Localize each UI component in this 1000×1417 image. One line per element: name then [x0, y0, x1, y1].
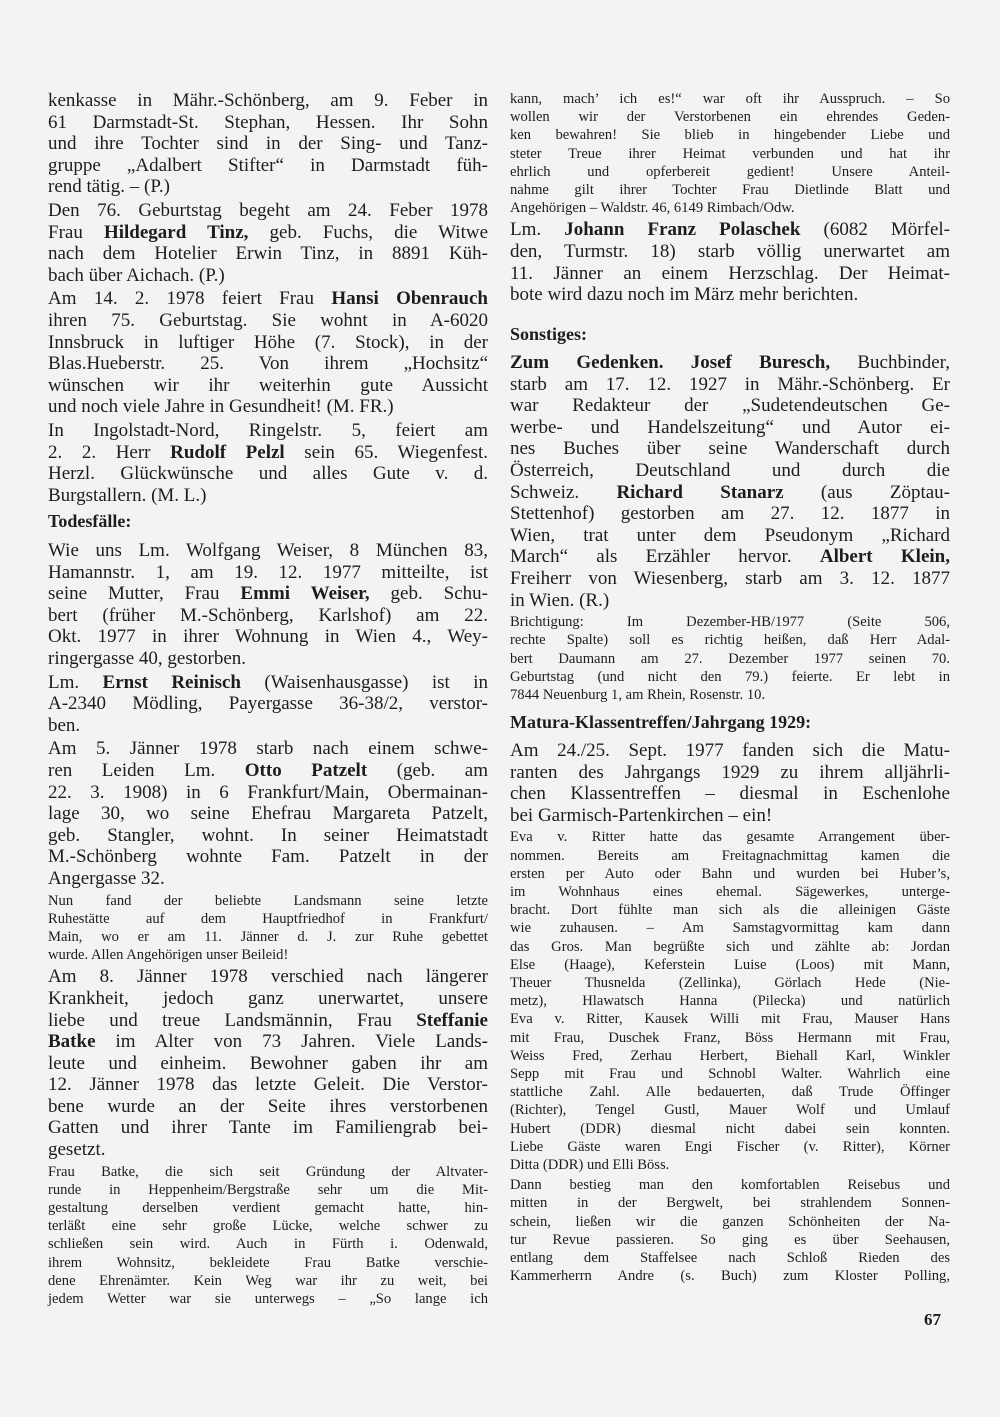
text-run: Am 5. Jänner 1978 starb nach einem schwe-	[48, 738, 488, 760]
text-line	[48, 243, 488, 265]
text-run: runde in Heppenheim/Bergstraße sehr um die Mit-	[48, 1181, 488, 1198]
text-line	[510, 482, 950, 504]
text-line	[48, 133, 488, 155]
text-line	[48, 626, 488, 648]
text-line	[48, 738, 488, 760]
text-line	[510, 1047, 950, 1065]
text-run: 7844 Neuenburg 1, am Rhein, Rosenstr. 10.	[510, 686, 766, 703]
text-run: A-2340 Mödling, Payergasse 36-38/2, verstor-	[48, 693, 488, 715]
text-run: Frau	[48, 221, 104, 243]
paragraph	[48, 420, 488, 506]
text-run: M.-Schönberg wohnte Fam. Patzelt in der	[48, 846, 488, 868]
text-run: Ditta (DDR) und Elli Böss.	[510, 1157, 670, 1174]
heading-matura: Matura-Klassentreffen/Jahrgang 1929:	[510, 712, 812, 732]
paragraph	[48, 738, 488, 889]
text-run: gruppe „Adalbert Stifter“ in Darmstadt füh-	[48, 154, 488, 176]
text-line	[510, 1231, 950, 1249]
text-run: dene Ehrenämter. Kein Weg war ihr zu weit, bei	[48, 1272, 488, 1289]
text-run: ersten per Auto oder Bahn und wurden bei Huber’s,	[510, 865, 950, 882]
right-section-obituaries-cont	[510, 90, 950, 308]
text-line	[48, 868, 488, 890]
text-run: Am 24./25. Sept. 1977 fanden sich die Matu-	[510, 740, 950, 761]
text-run: wie zuhausen. – Am Samstagvormittag kam dann	[510, 920, 950, 937]
text-run: ringergasse 40, gestorben.	[48, 647, 247, 669]
text-line	[510, 1101, 950, 1119]
text-line	[510, 525, 950, 547]
paragraph	[510, 219, 950, 305]
text-line	[510, 650, 950, 668]
text-run: (aus Zöptau-	[783, 481, 950, 503]
text-run: Weiss Fred, Zerhau Herbert, Biehall Karl, Winkler	[510, 1047, 950, 1064]
bold-name: Richard Stanarz	[616, 481, 784, 503]
text-line	[48, 892, 488, 910]
text-run: steter Treue ihrer Heimat verbunden und hat ihr	[510, 145, 950, 162]
text-line	[510, 590, 950, 612]
text-line	[48, 966, 488, 988]
text-line	[48, 420, 488, 442]
text-line	[48, 672, 488, 694]
text-run: Hubert (DDR) diesmal nicht dabei sein konnten.	[510, 1120, 950, 1137]
text-line	[510, 1176, 950, 1194]
text-run: ihrem Wohnsitz, bekleidete Frau Batke verschie-	[48, 1254, 488, 1271]
text-line	[48, 332, 488, 354]
text-run: geb. Fuchs, die Witwe	[248, 221, 488, 243]
bold-name: Steffanie	[416, 1009, 488, 1031]
text-run: Am 8. Jänner 1978 verschied nach längerer	[48, 966, 488, 988]
text-run: 22. 3. 1908) in 6 Frankfurt/Main, Obermainan-	[48, 781, 488, 803]
text-line	[510, 847, 950, 865]
text-line	[510, 241, 950, 263]
text-run: Innsbruck in luftiger Höhe (7. Stock), in der	[48, 331, 488, 353]
left-section-obituaries	[48, 540, 488, 1310]
text-run: Am 14. 2. 1978 feiert Frau	[48, 288, 332, 310]
text-run: bert (früher M.-Schönberg, Karlshof) am 22.	[48, 604, 488, 626]
text-run: Geburtstag (und nicht den 79.) feierte. Er lebt in	[510, 668, 950, 685]
text-run: Angehörigen – Waldstr. 46, 6149 Rimbach/Odw.	[510, 200, 795, 217]
text-line	[510, 438, 950, 460]
text-line	[510, 263, 950, 285]
text-run: Kammerherrn Andre (s. Buch) zum Kloster Polling,	[510, 1268, 950, 1285]
text-run: Ruhestätte auf dem Hauptfriedhof in Frankfurt/	[48, 910, 488, 927]
text-line	[48, 1074, 488, 1096]
text-run: Theuer Thusnelda (Zellinka), Görlach Hede (Nie-	[510, 975, 950, 991]
paragraph	[510, 90, 950, 217]
bold-name: Otto Patzelt	[244, 759, 368, 781]
text-line	[510, 992, 950, 1010]
paragraph	[48, 966, 488, 1160]
text-run: Hamannstr. 1, am 19. 12. 1977 mitteilte, ist	[48, 561, 488, 583]
text-line	[510, 108, 950, 126]
text-line	[510, 828, 950, 846]
bold-name: Emmi Weiser,	[240, 583, 370, 605]
text-line	[48, 90, 488, 112]
text-line	[510, 956, 950, 974]
text-line	[48, 396, 488, 418]
text-line	[48, 112, 488, 134]
text-run: (geb. am	[367, 759, 488, 781]
text-line	[510, 181, 950, 199]
paragraph	[48, 892, 488, 965]
text-run: stattliche Zahl. Alle bedauerten, daß Trude Öffinger	[510, 1084, 950, 1101]
text-line	[510, 395, 950, 417]
text-run: Lm.	[48, 671, 103, 693]
text-run: Schweiz.	[510, 481, 617, 503]
paragraph	[48, 90, 488, 198]
text-run: Liebe Gäste waren Engi Fischer (v. Ritter), Körner	[510, 1138, 950, 1155]
text-run: ben.	[48, 714, 81, 736]
text-run: Buchbinder,	[830, 352, 950, 373]
text-line	[48, 265, 488, 287]
text-line	[510, 374, 950, 396]
text-line	[510, 631, 950, 649]
text-line	[510, 919, 950, 937]
text-run: jedem Wetter war sie unterwegs – „So lange ich	[48, 1291, 488, 1308]
text-line	[510, 503, 950, 525]
paragraph	[48, 200, 488, 286]
bold-name: Johann Franz Polaschek	[564, 219, 801, 241]
text-run: ren Leiden Lm.	[48, 759, 245, 781]
text-run: mitten in der Bergwelt, bei strahlendem Sonnen-	[510, 1195, 950, 1212]
text-line	[510, 783, 950, 805]
paragraph	[48, 288, 488, 418]
text-line	[48, 200, 488, 222]
text-line	[510, 1138, 950, 1156]
text-run: chen Klassentreffen – diesmal in Eschenlohe	[510, 783, 950, 805]
text-run: leute und einheim. Bewohner gaben ihr am	[48, 1052, 488, 1074]
text-line	[510, 546, 950, 568]
text-line	[48, 1139, 488, 1161]
text-run: 11. Jänner an einem Herzschlag. Der Heimat-	[510, 262, 950, 284]
text-line	[48, 222, 488, 244]
text-line	[48, 715, 488, 737]
text-line	[48, 946, 488, 964]
text-run: nes Buches über seine Wanderschaft durch	[510, 438, 950, 460]
text-line	[510, 686, 950, 704]
text-line	[48, 485, 488, 507]
text-run: werbe- und Handelszeitung“ und Autor ei-	[510, 416, 950, 438]
right-section-matura	[510, 740, 950, 1287]
text-run: (6082 Mörfel-	[800, 219, 950, 241]
text-line	[48, 928, 488, 946]
paragraph	[510, 1176, 950, 1285]
text-run: den, Turmstr. 18) starb völlig unerwartet am	[510, 241, 950, 263]
text-line	[48, 1290, 488, 1308]
text-run: mit Frau, Duschek Franz, Böss Hermann mit Frau,	[510, 1029, 950, 1046]
text-run: Else (Haage), Keferstein Luise (Loos) mit Mann,	[510, 956, 950, 973]
text-run: geb. Schu-	[369, 583, 488, 605]
text-line	[510, 219, 950, 241]
text-line	[48, 562, 488, 584]
text-run: Dann bestieg man den komfortablen Reisebus und	[510, 1177, 950, 1194]
text-run: ehrlich und opferbereit gedient! Unsere Anteil-	[510, 163, 950, 180]
text-run: im Alter von 73 Jahren. Viele Lands-	[95, 1031, 488, 1053]
page-number: 67	[924, 1310, 941, 1329]
text-run: im Wohnhaus eines ehemal. Sägewerkes, unterge-	[510, 883, 950, 900]
text-line	[510, 126, 950, 144]
text-line	[510, 163, 950, 181]
paragraph	[510, 740, 950, 826]
text-run: wünschen wir ihr weiterhin gute Aussicht	[48, 374, 488, 396]
text-run: Brichtigung: Im Dezember-HB/1977 (Seite 506,	[510, 614, 950, 631]
text-line	[510, 901, 950, 919]
text-run: nahme gilt ihrer Tochter Frau Dietlinde Blatt und	[510, 182, 950, 199]
text-line	[510, 762, 950, 784]
text-line	[48, 288, 488, 310]
text-run: Okt. 1977 in ihrer Wohnung in Wien 4., Wey-	[48, 626, 488, 648]
text-line	[510, 865, 950, 883]
paragraph	[48, 1163, 488, 1309]
text-run: Nun fand der beliebte Landsmann seine letzte	[48, 892, 488, 909]
text-line	[510, 938, 950, 956]
bold-name: Batke	[48, 1031, 96, 1053]
text-run: bach über Aichach. (P.)	[48, 264, 225, 286]
text-line	[48, 1181, 488, 1199]
bold-name: Ernst Reinisch	[102, 671, 241, 693]
text-line	[510, 1194, 950, 1212]
text-run: Den 76. Geburtstag begeht am 24. Feber 1978	[48, 199, 488, 221]
text-run: starb am 17. 12. 1927 in Mähr.-Schönberg. Er	[510, 373, 950, 395]
text-run: Eva v. Ritter, Kausek Willi mit Frau, Mauser Hans	[510, 1011, 950, 1028]
text-run: 2. 2. Herr	[48, 441, 171, 463]
text-line	[510, 613, 950, 631]
text-run: Freiherr von Wiesenberg, starb am 3. 12. 1877	[510, 567, 950, 589]
text-line	[48, 375, 488, 397]
text-line	[510, 1120, 950, 1138]
text-run: und noch viele Jahre in Gesundheit! (M. FR.)	[48, 396, 394, 418]
paragraph	[510, 613, 950, 704]
text-run: nommen. Bereits am Freitagnachmittag kamen die	[510, 847, 950, 864]
text-line	[48, 1235, 488, 1253]
text-run: kann, mach’ ich es!“ war oft ihr Ausspruch. – So	[510, 91, 950, 107]
heading-sonstiges: Sonstiges:	[510, 324, 588, 344]
text-run: Krankheit, jedoch ganz unerwartet, unsere	[48, 987, 488, 1009]
bold-name: Rudolf Pelzl	[170, 441, 285, 463]
text-line	[48, 583, 488, 605]
text-line	[510, 740, 950, 762]
text-line	[48, 693, 488, 715]
text-line	[48, 1254, 488, 1272]
text-run: rechte Spalte) soll es richtig heißen, daß Herr Adal-	[510, 632, 950, 649]
text-run: (Waisenhausgasse) ist in	[241, 671, 488, 693]
text-run: war Redakteur der „Sudetendeutschen Ge-	[510, 395, 950, 417]
text-run: Blas.Hueberstr. 25. Von ihrem „Hochsitz“	[48, 353, 488, 375]
text-line	[48, 782, 488, 804]
paragraph	[48, 540, 488, 670]
text-line	[510, 1065, 950, 1083]
text-run: Gatten und ihrer Tante im Familiengrab bei-	[48, 1117, 488, 1139]
text-run: bei Garmisch-Partenkirchen – ein!	[510, 804, 773, 826]
text-line	[510, 284, 950, 306]
text-run: Stettenhof) gestorben am 27. 12. 1877 in	[510, 503, 950, 525]
text-line	[510, 1029, 950, 1047]
text-line	[48, 442, 488, 464]
text-line	[48, 760, 488, 782]
text-line	[48, 1217, 488, 1235]
text-run: bote wird dazu noch im März mehr berichten.	[510, 284, 859, 306]
text-line	[510, 1249, 950, 1267]
text-run: entlang dem Staffelsee nach Schloß Rieden des	[510, 1250, 950, 1267]
text-run: tur Revue passieren. So ging es über Seehausen,	[510, 1231, 950, 1248]
bold-name: Hildegard Tinz,	[103, 221, 249, 243]
text-run: geb. Stangler, wohnt. In seiner Heimatstadt	[48, 824, 488, 846]
text-run: bracht. Dort fühlte man sich als die alleinigen Gäste	[510, 902, 950, 919]
text-line	[48, 176, 488, 198]
text-line	[48, 825, 488, 847]
text-line	[48, 155, 488, 177]
text-run: March“ als Erzähler hervor.	[510, 546, 820, 568]
text-line	[48, 1031, 488, 1053]
paragraph	[510, 352, 950, 611]
text-run: in Wien. (R.)	[510, 589, 610, 611]
text-run: nach dem Hotelier Erwin Tinz, in 8891 Küh-	[48, 243, 488, 265]
text-line	[48, 1096, 488, 1118]
text-line	[510, 460, 950, 482]
right-section-misc	[510, 352, 950, 706]
paragraph	[48, 672, 488, 737]
text-line	[510, 145, 950, 163]
text-run: Eva v. Ritter hatte das gesamte Arrangement über-	[510, 829, 950, 846]
text-run: gestaltung derselben verdient gemacht hatte, hin-	[48, 1200, 488, 1217]
text-run: bert Daumann am 27. Dezember 1977 seinen 70.	[510, 650, 950, 667]
text-run: metz), Hlawatsch Hanna (Pilecka) und natürlich	[510, 993, 950, 1010]
bold-name: Zum Gedenken. Josef Buresch,	[510, 352, 831, 373]
text-line	[48, 910, 488, 928]
text-run: wollen wir der Verstorbenen ein ehrendes Geden-	[510, 109, 950, 126]
text-run: gesetzt.	[48, 1139, 106, 1161]
text-line	[510, 883, 950, 901]
text-run: 61 Darmstadt-St. Stephan, Hessen. Ihr Sohn	[48, 111, 488, 133]
text-run: lage 30, wo seine Ehefrau Margareta Patzelt,	[48, 803, 488, 825]
text-line	[48, 1117, 488, 1139]
text-line	[510, 352, 950, 374]
text-line	[48, 1010, 488, 1032]
text-line	[510, 90, 950, 108]
text-run: Burgstallern. (M. L.)	[48, 484, 207, 506]
text-run: sein 65. Wiegenfest.	[284, 441, 489, 463]
text-run: rend tätig. – (P.)	[48, 176, 170, 198]
text-run: schein, ließen wir die ganzen Schönheiten der Na-	[510, 1213, 950, 1230]
text-run: schließen sein wird. Auch in Fürth i. Odenwald,	[48, 1236, 488, 1253]
text-run: Österreich, Deutschland und durch die	[510, 459, 950, 481]
text-line	[48, 846, 488, 868]
text-line	[510, 1083, 950, 1101]
text-run: Frau Batke, die sich seit Gründung der Altvater-	[48, 1163, 488, 1180]
text-line	[48, 803, 488, 825]
text-line	[510, 417, 950, 439]
text-line	[510, 668, 950, 686]
text-run: kenkasse in Mähr.-Schönberg, am 9. Feber in	[48, 90, 488, 111]
text-line	[48, 988, 488, 1010]
text-run: Angergasse 32.	[48, 867, 165, 889]
text-run: ken bewahren! Sie blieb in hingebender Liebe und	[510, 127, 950, 144]
text-line	[48, 605, 488, 627]
text-line	[48, 1272, 488, 1290]
text-run: das Gros. Man begrüßte sich und zählte ab: Jordan	[510, 938, 950, 955]
bold-name: Albert Klein,	[819, 546, 950, 568]
text-line	[510, 974, 950, 992]
text-line	[510, 1213, 950, 1231]
text-line	[510, 1267, 950, 1285]
text-run: ihren 75. Geburtstag. Sie wohnt in A-6020	[48, 309, 488, 331]
text-run: Sepp mit Frau und Schnobl Walter. Wahrlich eine	[510, 1066, 950, 1083]
text-run: bene wurde an der Seite ihres verstorbenen	[48, 1095, 488, 1117]
text-line	[48, 353, 488, 375]
left-section-birthdays	[48, 90, 488, 508]
text-run: In Ingolstadt-Nord, Ringelstr. 5, feiert am	[48, 419, 488, 441]
heading-todesfaelle: Todesfälle:	[48, 511, 132, 531]
text-run: Wien, trat unter dem Pseudonym „Richard	[510, 524, 950, 546]
text-line	[48, 1053, 488, 1075]
text-run: ranten des Jahrgangs 1929 zu ihrem alljährli-	[510, 761, 950, 783]
text-line	[510, 568, 950, 590]
text-run: liebe und treue Landsmännin, Frau	[48, 1009, 417, 1031]
text-line	[510, 1010, 950, 1028]
text-line	[48, 1199, 488, 1217]
text-run: terläßt eine sehr große Lücke, welche schwer zu	[48, 1218, 488, 1235]
text-run: (Richter), Tengel Gustl, Mauer Wolf und Umlauf	[510, 1102, 950, 1119]
text-line	[510, 805, 950, 827]
text-line	[48, 463, 488, 485]
text-run: und ihre Tochter sind in der Sing- und Tanz-	[48, 133, 488, 155]
text-run: Herzl. Glückwünsche und alles Gute v. d.	[48, 463, 488, 485]
text-line	[48, 648, 488, 670]
text-run: Lm.	[510, 219, 565, 241]
text-run: Wie uns Lm. Wolfgang Weiser, 8 München 83,	[48, 540, 488, 561]
text-run: Main, wo er am 11. Jänner d. J. zur Ruhe gebettet	[48, 928, 488, 945]
text-line	[510, 199, 950, 217]
paragraph	[510, 828, 950, 1174]
text-run: 12. Jänner 1978 das letzte Geleit. Die Verstor-	[48, 1074, 488, 1096]
text-line	[510, 1156, 950, 1174]
text-line	[48, 1163, 488, 1181]
bold-name: Hansi Obenrauch	[331, 288, 488, 310]
text-run: wurde. Allen Angehörigen unser Beileid!	[48, 947, 289, 964]
text-line	[48, 540, 488, 562]
text-run: seine Mutter, Frau	[48, 583, 241, 605]
text-line	[48, 310, 488, 332]
